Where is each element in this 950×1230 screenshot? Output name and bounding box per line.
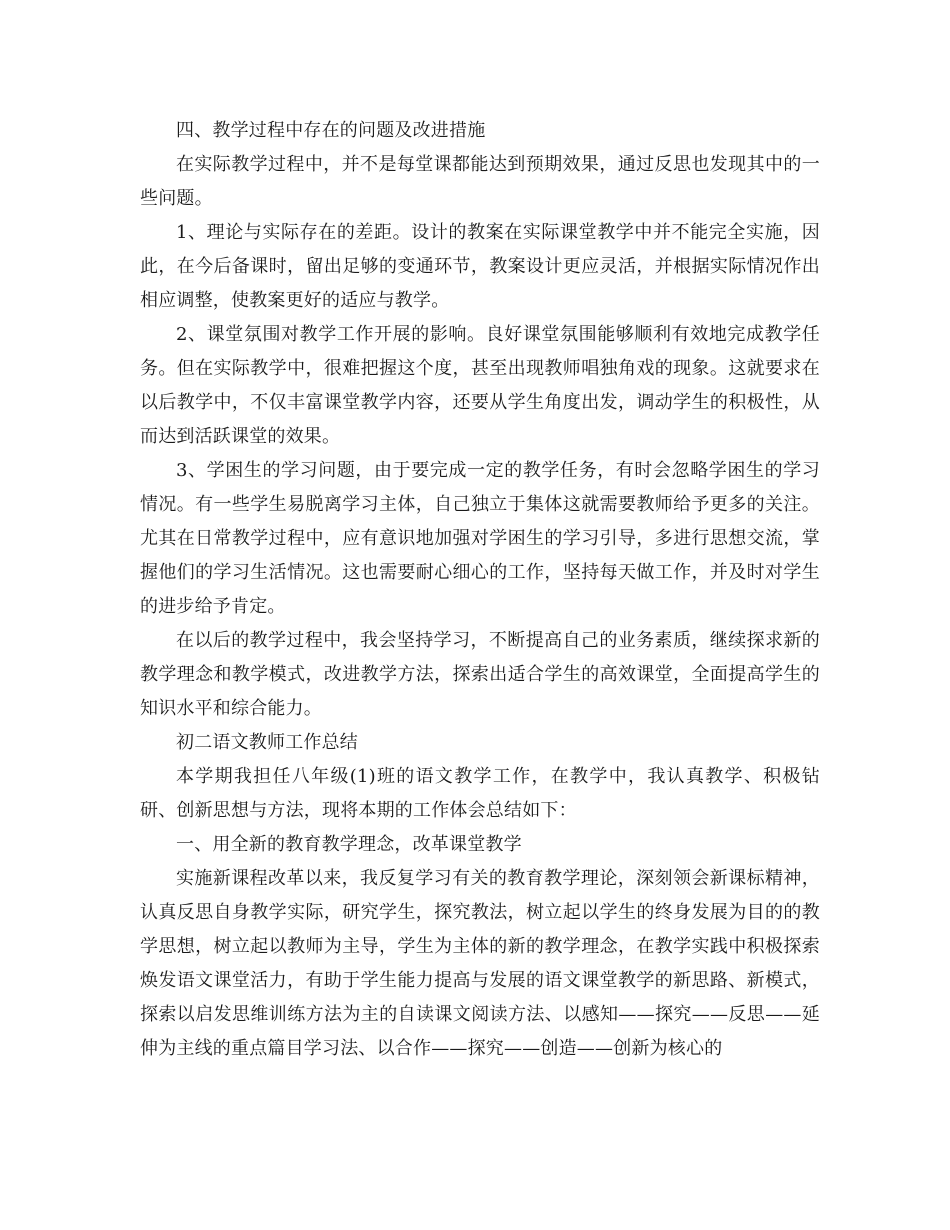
paragraph-conclusion: 在以后的教学过程中，我会坚持学习，不断提高自己的业务素质，继续探求新的教学理念和教学模式，改进教学方法，探索出适合学生的高效课堂，全面提高学生的知识水平和综合能力。: [140, 630, 820, 719]
document-body: [140, 114, 820, 1066]
paragraph-point-1: 1、理论与实际存在的差距。设计的教案在实际课堂教学中并不能完全实施，因此，在今后备课时，留出足够的变通环节，教案设计更应灵活，并根据实际情况作出相应调整，使教案更好的适应与教学。: [140, 222, 820, 311]
paragraph-intro: 在实际教学过程中，并不是每堂课都能达到预期效果，通过反思也发现其中的一些问题。: [140, 154, 820, 209]
paragraph-point-3: 3、学困生的学习问题，由于要完成一定的教学任务，有时会忽略学困生的学习情况。有一些学生易脱离学习主体，自己独立于集体这就需要教师给予更多的关注。尤其在日常教学过程中，应有意识地加强对学困生的学习引导，多进行思想交流，掌握他们的学习生活情况。这也需要耐心细心的工作，坚持每天做工作，并及时对学生的进步给予肯定。: [140, 460, 820, 617]
paragraph-reform: 实施新课程改革以来，我反复学习有关的教育教学理论，深刻领会新课标精神，认真反思自身教学实际，研究学生，探究教法，树立起以学生的终身发展为目的的教学思想，树立起以教师为主导，学生为主体的新的教学理念，在教学实践中积极探索焕发语文课堂活力，有助于学生能力提高与发展的语文课堂教学的新思路、新模式，探索以启发思维训练方法为主的自读课文阅读方法、以感知——探究——反思——延伸为主线的重点篇目学习法、以合作——探究——创造——创新为核心的: [140, 868, 820, 1059]
section-heading-problems: 四、教学过程中存在的问题及改进措施: [176, 120, 486, 141]
paragraph-point-2: 2、课堂氛围对教学工作开展的影响。良好课堂氛围能够顺利有效地完成教学任务。但在实际教学中，很难把握这个度，甚至出现教师唱独角戏的现象。这就要求在以后教学中，不仅丰富课堂教学内容，还要从学生角度出发，调动学生的积极性，从而达到活跃课堂的效果。: [140, 324, 820, 447]
section-heading-reform: 一、用全新的教育教学理念，改革课堂教学: [176, 834, 522, 855]
paragraph-summary-intro: 本学期我担任八年级(1)班的语文教学工作，在教学中，我认真教学、积极钻研、创新思想与方法，现将本期的工作体会总结如下：: [140, 766, 820, 821]
document-title: 初二语文教师工作总结: [176, 732, 358, 753]
